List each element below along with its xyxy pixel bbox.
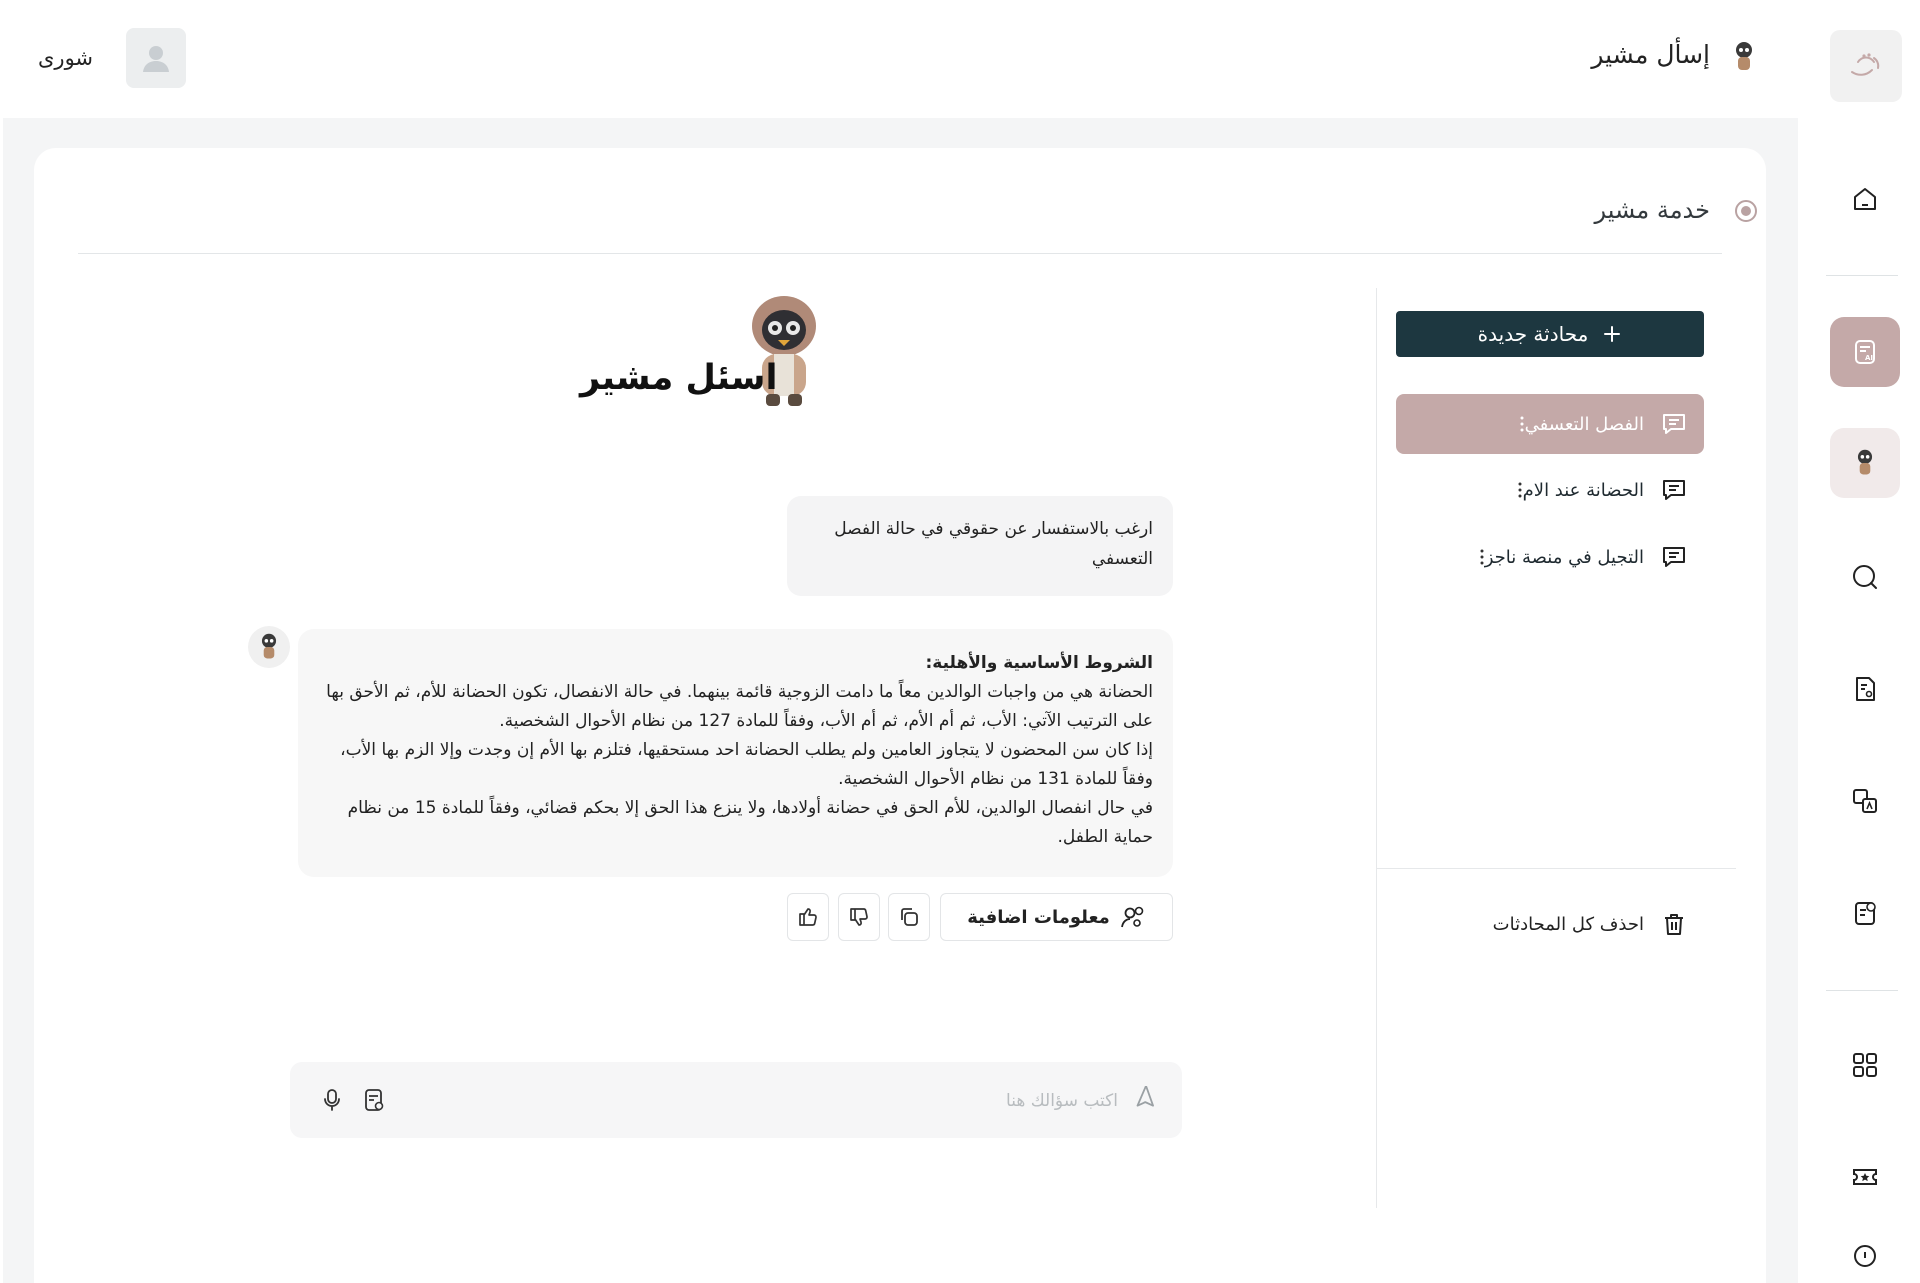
bot-message [298,629,1173,877]
panel-divider [1376,288,1377,1208]
delete-all-label: احذف كل المحادثات [1492,913,1644,935]
plus-icon [1602,324,1622,344]
checklist-icon [1849,897,1881,929]
conversation-label: التجيل في منصة ناجز [1484,546,1644,568]
nav-translate[interactable] [1830,766,1900,836]
microphone-button[interactable] [318,1086,346,1114]
attach-document-button[interactable] [360,1086,388,1114]
more-options-icon[interactable] [1519,415,1525,433]
chat-input[interactable] [596,1082,1120,1120]
user-name[interactable]: شورى [38,46,94,70]
send-icon [1132,1086,1160,1114]
conversation-item[interactable] [1396,394,1704,454]
chat-input-box [290,1062,1182,1138]
chat-bubble-icon [1660,543,1688,571]
mascot-icon [254,632,284,662]
service-title: خدمة مشير [1594,196,1710,224]
page-title: إسأل مشير [1591,40,1710,69]
more-info-label: معلومات اضافية [967,906,1110,928]
ai-document-icon [1849,336,1881,368]
nav-apps[interactable] [1830,1030,1900,1100]
nav-search[interactable] [1830,542,1900,612]
mascot-icon [1850,448,1880,478]
logo[interactable] [1830,30,1902,102]
conversation-item[interactable] [1396,460,1704,520]
user-settings-icon [1120,904,1146,930]
more-options-icon[interactable] [1517,481,1523,499]
nav-documents[interactable] [1830,654,1900,724]
more-info-button[interactable] [940,893,1173,941]
chat-bubble-icon [1660,476,1688,504]
nav-mosheer[interactable] [1830,428,1900,498]
nav-tickets[interactable] [1830,1142,1900,1212]
chat-title: اسئل مشير [580,358,778,398]
nav-home[interactable] [1830,164,1900,234]
new-chat-button[interactable] [1396,311,1704,357]
bot-message-paragraph: الحضانة هي من واجبات الوالدين معاً ما دامت الزوجية قائمة بينهما. في حالة الانفصال، تكون الحضانة للأم، ثم الأحق بها على الترتيب الآتي: الأب، ثم أم الأم، ثم أم الأب، وفقاً للمادة 127 من نظام الأحوال الشخصية. [326,682,1153,731]
chat-bubble-icon [1660,410,1688,438]
nav-info[interactable] [1830,1240,1900,1283]
send-button[interactable] [1132,1086,1160,1114]
panel-divider [1376,868,1736,869]
copy-button[interactable] [888,893,930,941]
more-options-icon[interactable] [1479,548,1485,566]
conversation-label: الفصل التعسفي [1524,413,1644,435]
user-icon [138,40,174,76]
rail-divider [1826,990,1898,991]
translate-icon [1849,785,1881,817]
delete-all-button[interactable] [1396,900,1704,948]
conversation-label: الحضانة عند الام [1522,479,1644,501]
copy-icon [897,905,921,929]
like-button[interactable] [787,893,829,941]
apps-grid-icon [1849,1049,1881,1081]
info-icon [1849,1240,1881,1272]
new-chat-label: محادثة جديدة [1477,322,1589,346]
home-icon [1849,183,1881,215]
thumbs-up-icon [796,905,820,929]
nav-ai-assistant[interactable] [1830,317,1900,387]
dislike-button[interactable] [838,893,880,941]
document-user-icon [1849,673,1881,705]
rail-divider [1826,275,1898,276]
trash-icon [1660,910,1688,938]
service-radio-icon [1735,200,1757,222]
bot-message-heading: الشروط الأساسية والأهلية: [925,653,1153,673]
ticket-star-icon [1849,1161,1881,1193]
bot-message-paragraph: إذا كان سن المحضون لا يتجاوز العامين ولم يطلب الحضانة احد مستحقيها، فتلزم بها الأم إن وجدت وإلا الزم بها الأب، وفقاً للمادة 131 من نظام الأحوال الشخصية. [340,740,1153,789]
user-message: ارغب بالاستفسار عن حقوقي في حالة الفصل التعسفي [787,496,1173,596]
search-icon [1849,561,1881,593]
bot-avatar [248,626,290,668]
bot-message-paragraph: في حال انفصال الوالدين، للأم الحق في حضانة أولادها، ولا ينزع هذا الحق إلا بحكم قضائي، وفقاً للمادة 15 من نظام حماية الطفل. [347,798,1153,847]
svg-text:AI: AI [1865,354,1874,362]
nav-checklist[interactable] [1830,878,1900,948]
avatar[interactable] [126,28,186,88]
thumbs-down-icon [847,905,871,929]
microphone-icon [318,1086,346,1114]
divider [78,253,1722,254]
conversation-item[interactable] [1396,527,1704,587]
logo-icon [1844,44,1888,88]
mascot-icon [1727,40,1761,74]
document-attach-icon [360,1086,388,1114]
